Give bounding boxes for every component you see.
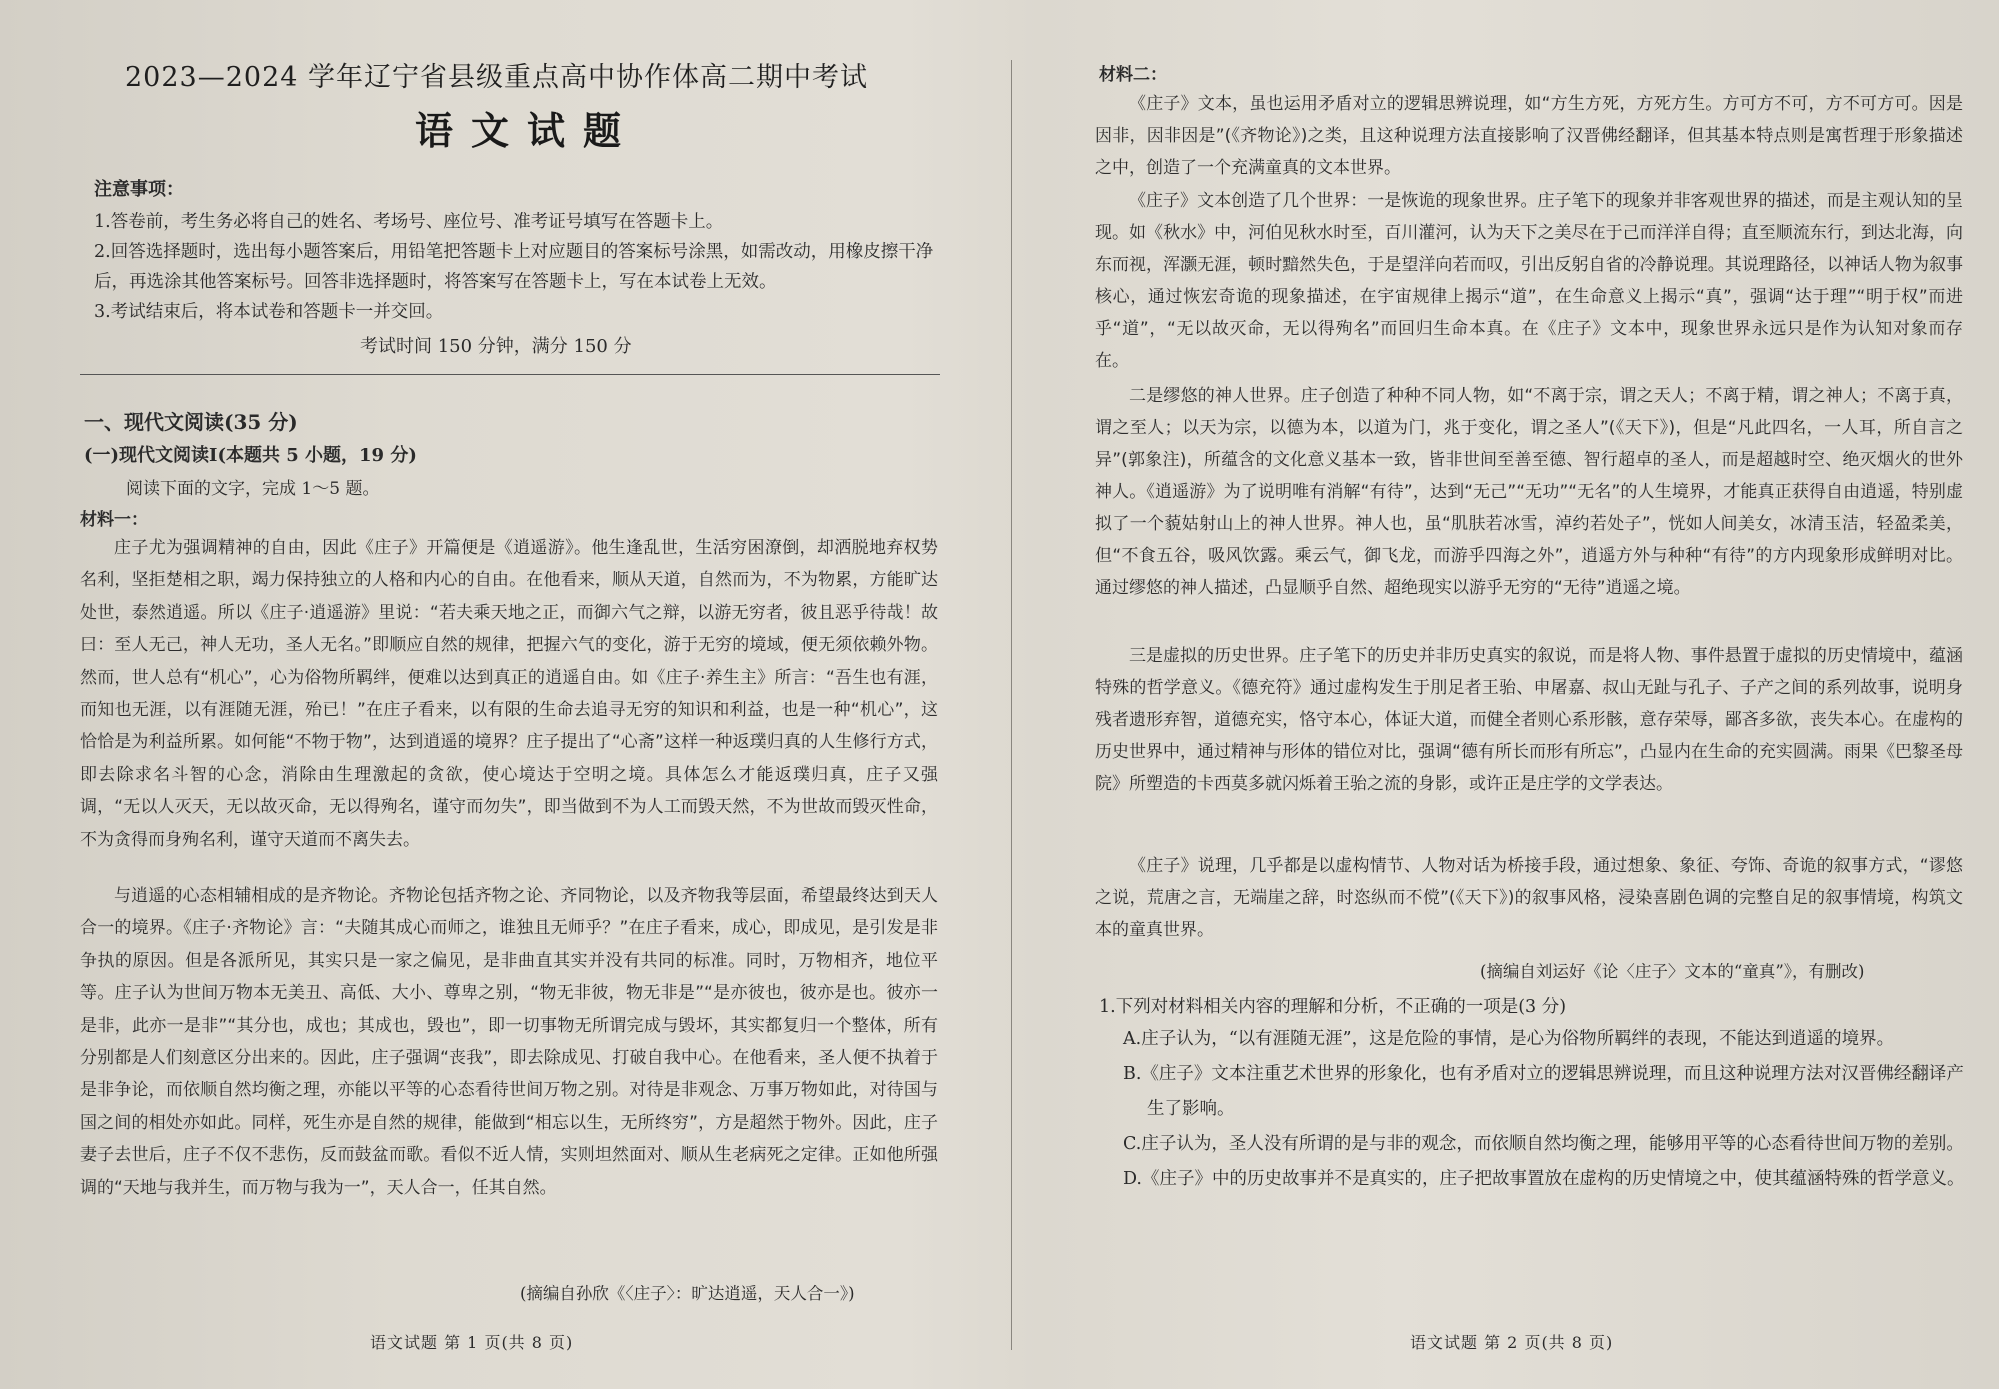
question-1-option-c: C.庄子认为，圣人没有所谓的是与非的观念，而依顺自然均衡之理，能够用平等的心态看待世间万物的差别。 bbox=[1123, 1134, 1964, 1154]
page-footer-2: 语文试题 第 2 页(共 8 页) bbox=[1410, 1333, 1614, 1352]
question-1-option-d: D.《庄子》中的历史故事并不是真实的，庄子把故事置放在虚构的历史情境之中，使其蕴涵特殊的哲学意义。 bbox=[1123, 1169, 1965, 1189]
exam-title: 2023—2024 学年辽宁省县级重点高中协作体高二期中考试 bbox=[125, 62, 869, 93]
subsection-heading: (一)现代文阅读Ⅰ(本题共 5 小题，19 分) bbox=[84, 445, 417, 466]
material-one-source: (摘编自孙欣《〈庄子〉：旷达逍遥，天人合一》) bbox=[520, 1284, 855, 1303]
notice-box bbox=[94, 175, 934, 327]
page-footer-1: 语文试题 第 1 页(共 8 页) bbox=[370, 1333, 574, 1352]
notice-item-3: 3.考试结束后，将本试卷和答题卡一并交回。 bbox=[94, 302, 444, 322]
material-two-source: (摘编自刘运好《论〈庄子〉文本的“童真”》，有删改) bbox=[1480, 962, 1865, 981]
page-fold-divider bbox=[1011, 60, 1012, 1350]
material-one-label: 材料一： bbox=[80, 510, 148, 530]
header-divider bbox=[80, 374, 940, 375]
section-heading: 一、现代文阅读(35 分) bbox=[84, 410, 298, 434]
material-two-paragraph-2: 《庄子》文本创造了几个世界：一是恢诡的现象世界。庄子笔下的现象并非客观世界的描述，而是主观认知的呈现。如《秋水》中，河伯见秋水时至，百川灌河，认为天下之美尽在于己而洋洋自得；直至顺流东行，到达北海，向东而视，浑灏无涯，顿时黯然失色，于是望洋向若而叹，引出反躬自省的冷静说理。其说理路径，以神话人物为叙事核心，通过恢宏奇诡的现象描述，在宇宙规律上揭示“道”，在生命意义上揭示“真”，强调“达于理”“明于权”而进乎“道”，“无以故灭命，无以得殉名”而回归生命本真。在《庄子》文本中，现象世界永远只是作为认知对象而存在。 bbox=[1095, 191, 1963, 371]
material-one-paragraph-2: 与逍遥的心态相辅相成的是齐物论。齐物论包括齐物之论、齐同物论，以及齐物我等层面，希望最终达到天人合一的境界。《庄子·齐物论》言：“夫随其成心而师之，谁独且无师乎？”在庄子看来，成心，即成见，是引发是非争执的原因。但是各派所见，其实只是一家之偏见，是非曲直其实并没有共同的标准。同时，万物相齐，地位平等。庄子认为世间万物本无美丑、高低、大小、尊卑之别，“物无非彼，物无非是”“是亦彼也，彼亦是也。彼亦一是非，此亦一是非”“其分也，成也；其成也，毁也”，即一切事物无所谓完成与毁坏，其实都复归一个整体，所有分别都是人们刻意区分出来的。因此，庄子强调“丧我”，即去除成见、打破自我中心。在他看来，圣人便不执着于是非争论，而依顺自然均衡之理，亦能以平等的心态看待世间万物之别。对待是非观念、万事万物如此，对待国与国之间的相处亦如此。同样，死生亦是自然的规律，能做到“相忘以生，无所终穷”，方是超然于物外。因此，庄子妻子去世后，庄子不仅不悲伤，反而鼓盆而歌。看似不近人情，实则坦然面对、顺从生老病死之定律。正如他所强调的“天地与我并生，而万物与我为一”，天人合一，任其自然。 bbox=[80, 886, 938, 1198]
reading-instruction: 阅读下面的文字，完成 1～5 题。 bbox=[126, 479, 380, 499]
material-one-paragraph-1: 庄子尤为强调精神的自由，因此《庄子》开篇便是《逍遥游》。他生逢乱世，生活穷困潦倒，却洒脱地弃权势名利，坚拒楚相之职，竭力保持独立的人格和内心的自由。在他看来，顺从天道，自然而为，不为物累，方能旷达处世，泰然逍遥。所以《庄子·逍遥游》里说：“若夫乘天地之正，而御六气之辩，以游无穷者，彼且恶乎待哉！故曰：至人无己，神人无功，圣人无名。”即顺应自然的规律，把握六气的变化，游于无穷的境域，便无须依赖外物。然而，世人总有“机心”，心为俗物所羁绊，便难以达到真正的逍遥自由。如《庄子·养生主》所言：“吾生也有涯，而知也无涯，以有涯随无涯，殆已！”在庄子看来，以有限的生命去追寻无穷的知识和利益，也是一种“机心”，这恰恰是为利益所累。如何能“不物于物”，达到逍遥的境界？庄子提出了“心斋”这样一种返璞归真的人生修行方式，即去除求名斗智的心念，消除由生理激起的贪欲，使心境达于空明之境。具体怎么才能返璞归真，庄子又强调，“无以人灭天，无以故灭命，无以得殉名，谨守而勿失”，即当做到不为人工而毁天然，不为世故而毁灭性命，不为贪得而身殉名利，谨守天道而不离失去。 bbox=[80, 538, 938, 850]
material-two-paragraph-1: 《庄子》文本，虽也运用矛盾对立的逻辑思辨说理，如“方生方死，方死方生。方可方不可，方不可方可。因是因非，因非因是”(《齐物论》)之类，且这种说理方法直接影响了汉晋佛经翻译，但其基本特点则是寓哲理于形象描述之中，创造了一个充满童真的文本世界。 bbox=[1095, 94, 1963, 178]
material-two-paragraph-5: 《庄子》说理，几乎都是以虚构情节、人物对话为桥接手段，通过想象、象征、夸饰、奇诡的叙事方式，“谬悠之说，荒唐之言，无端崖之辞，时恣纵而不傥”(《天下》)的叙事风格，浸染喜剧色调的完整自足的叙事情境，构筑文本的童真世界。 bbox=[1095, 856, 1963, 940]
notice-item-2: 2.回答选择题时，选出每小题答案后，用铅笔把答题卡上对应题目的答案标号涂黑，如需改动，用橡皮擦干净后，再选涂其他答案标号。回答非选择题时，将答案写在答题卡上，写在本试卷上无效。 bbox=[94, 242, 934, 292]
question-1 bbox=[1099, 992, 1969, 1197]
notice-heading: 注意事项： bbox=[94, 179, 184, 200]
notice-item-1: 1.答卷前，考生务必将自己的姓名、考场号、座位号、准考证号填写在答题卡上。 bbox=[94, 212, 724, 232]
material-two-label: 材料二： bbox=[1099, 65, 1167, 85]
question-1-stem: 1.下列对材料相关内容的理解和分析，不正确的一项是(3 分) bbox=[1099, 997, 1567, 1017]
question-1-option-b: B.《庄子》文本注重艺术世界的形象化，也有矛盾对立的逻辑思辨说理，而且这种说理方法对汉晋佛经翻译产生了影响。 bbox=[1123, 1064, 1964, 1119]
subject-title: 语文试题 bbox=[415, 108, 640, 153]
question-1-option-a: A.庄子认为，“以有涯随无涯”，这是危险的事情，是心为俗物所羁绊的表现，不能达到逍遥的境界。 bbox=[1123, 1029, 1895, 1049]
material-two-paragraph-4: 三是虚拟的历史世界。庄子笔下的历史并非历史真实的叙说，而是将人物、事件悬置于虚拟的历史情境中，蕴涵特殊的哲学意义。《德充符》通过虚构发生于刖足者王骀、申屠嘉、叔山无趾与孔子、子产之间的系列故事，说明身残者遗形弃智，道德充实，恪守本心，体证大道，而健全者则心系形骸，意存荣辱，鄙吝多欲，丧失本心。在虚构的历史世界中，通过精神与形体的错位对比，强调“德有所长而形有所忘”，凸显内在生命的充实圆满。雨果《巴黎圣母院》所塑造的卡西莫多就闪烁着王骀之流的身影，或许正是庄学的文学表达。 bbox=[1095, 646, 1963, 794]
material-two-paragraph-3: 二是缪悠的神人世界。庄子创造了种种不同人物，如“不离于宗，谓之天人；不离于精，谓之神人；不离于真，谓之至人；以天为宗，以德为本，以道为门，兆于变化，谓之圣人”(《天下》)，但是“凡此四名，一人耳，所自言之异”(郭象注)，所蕴含的文化意义基本一致，皆非世间至善至德、智行超卓的圣人，而是超越时空、绝灭烟火的世外神人。《逍遥游》为了说明唯有消解“有待”，达到“无己”“无功”“无名”的人生境界，才能真正获得自由逍遥，特别虚拟了一个藐姑射山上的神人世界。神人也，虽“肌肤若冰雪，淖约若处子”，恍如人间美女，冰清玉洁，轻盈柔美，但“不食五谷，吸风饮露。乘云气，御飞龙，而游乎四海之外”，逍遥方外与种种“有待”的方内现象形成鲜明对比。通过缪悠的神人描述，凸显顺乎自然、超绝现实以游乎无穷的“无待”逍遥之境。 bbox=[1095, 386, 1963, 598]
exam-time: 考试时间 150 分钟，满分 150 分 bbox=[360, 336, 632, 357]
